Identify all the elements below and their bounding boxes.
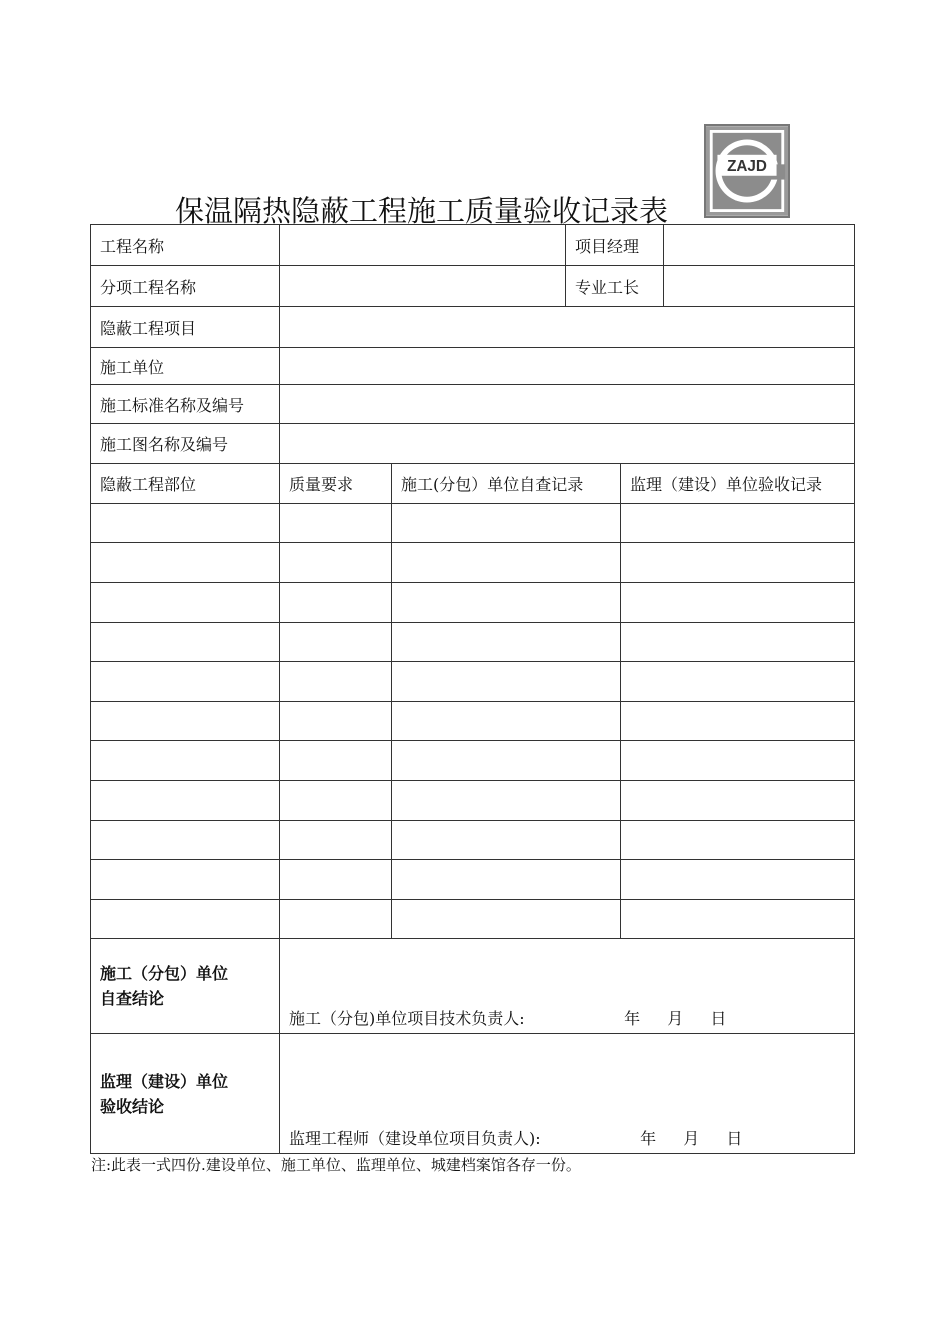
table-row xyxy=(91,702,855,741)
self-check-cell[interactable] xyxy=(392,821,621,860)
part-cell[interactable] xyxy=(91,702,280,741)
zajd-logo-icon xyxy=(706,126,788,216)
column-header-row xyxy=(91,464,855,504)
column-header-quality: 质量要求 xyxy=(280,464,392,504)
quality-cell[interactable] xyxy=(280,662,392,702)
self-check-cell[interactable] xyxy=(392,583,621,623)
drawing-label: 施工图名称及编号 xyxy=(91,424,280,464)
logo-text: ZAJD xyxy=(727,158,767,175)
contractor-date xyxy=(624,1009,748,1028)
part-cell[interactable] xyxy=(91,543,280,583)
hidden-item-field[interactable] xyxy=(280,307,855,348)
quality-cell[interactable] xyxy=(280,583,392,623)
supervisor-conclusion-field[interactable] xyxy=(280,1034,855,1154)
part-cell[interactable] xyxy=(91,821,280,860)
row-standard xyxy=(91,385,855,424)
supervisor-label-line2: 验收结论 xyxy=(100,1096,165,1116)
row-subproject xyxy=(91,266,855,307)
standard-label: 施工标准名称及编号 xyxy=(91,385,280,424)
table-row xyxy=(91,781,855,821)
quality-cell[interactable] xyxy=(280,623,392,662)
column-header-supervision: 监理（建设）单位验收记录 xyxy=(621,464,855,504)
self-check-cell[interactable] xyxy=(392,741,621,781)
table-row xyxy=(91,741,855,781)
foreman-label: 专业工长 xyxy=(566,266,664,307)
month-label: 月 xyxy=(683,1129,700,1148)
quality-cell[interactable] xyxy=(280,741,392,781)
table-row xyxy=(91,543,855,583)
construction-unit-label: 施工单位 xyxy=(91,348,280,385)
footnote: 注:此表一式四份.建设单位、施工单位、监理单位、城建档案馆各存一份。 xyxy=(91,1156,581,1174)
supervision-cell[interactable] xyxy=(621,662,855,702)
contractor-conclusion-field[interactable] xyxy=(280,939,855,1034)
supervision-cell[interactable] xyxy=(621,781,855,821)
year-label: 年 xyxy=(640,1129,657,1148)
row-hidden-item xyxy=(91,307,855,348)
column-header-part: 隐蔽工程部位 xyxy=(91,464,280,504)
supervisor-label-line1: 监理（建设）单位 xyxy=(100,1071,229,1091)
quality-cell[interactable] xyxy=(280,504,392,543)
project-name-label: 工程名称 xyxy=(91,225,280,266)
foreman-field[interactable] xyxy=(664,266,855,307)
part-cell[interactable] xyxy=(91,781,280,821)
company-logo xyxy=(704,124,790,218)
quality-cell[interactable] xyxy=(280,702,392,741)
part-cell[interactable] xyxy=(91,900,280,939)
inspection-form xyxy=(90,224,855,1154)
supervisor-conclusion-row xyxy=(91,1034,855,1154)
contractor-conclusion-label xyxy=(91,939,280,1034)
quality-cell[interactable] xyxy=(280,900,392,939)
table-row xyxy=(91,623,855,662)
quality-cell[interactable] xyxy=(280,781,392,821)
self-check-cell[interactable] xyxy=(392,860,621,900)
self-check-cell[interactable] xyxy=(392,662,621,702)
table-row xyxy=(91,860,855,900)
self-check-cell[interactable] xyxy=(392,900,621,939)
row-project-name xyxy=(91,225,855,266)
hidden-item-label: 隐蔽工程项目 xyxy=(91,307,280,348)
supervision-cell[interactable] xyxy=(621,543,855,583)
supervision-cell[interactable] xyxy=(621,860,855,900)
project-manager-label: 项目经理 xyxy=(566,225,664,266)
supervisor-conclusion-label xyxy=(91,1034,280,1154)
part-cell[interactable] xyxy=(91,583,280,623)
day-label: 日 xyxy=(710,1009,727,1028)
supervision-cell[interactable] xyxy=(621,741,855,781)
row-drawing xyxy=(91,424,855,464)
table-row xyxy=(91,583,855,623)
self-check-cell[interactable] xyxy=(392,623,621,662)
supervisor-date xyxy=(640,1129,764,1148)
quality-cell[interactable] xyxy=(280,860,392,900)
contractor-label-line2: 自查结论 xyxy=(100,989,165,1008)
contractor-signer-label: 施工（分包)单位项目技术负责人: xyxy=(289,1009,525,1028)
part-cell[interactable] xyxy=(91,623,280,662)
subproject-name-label: 分项工程名称 xyxy=(91,266,280,307)
table-row xyxy=(91,900,855,939)
contractor-label-line1: 施工（分包）单位 xyxy=(100,964,229,983)
part-cell[interactable] xyxy=(91,662,280,702)
project-name-field[interactable] xyxy=(280,225,566,266)
supervision-cell[interactable] xyxy=(621,821,855,860)
self-check-cell[interactable] xyxy=(392,543,621,583)
table-row xyxy=(91,662,855,702)
quality-cell[interactable] xyxy=(280,543,392,583)
supervisor-signer-label: 监理工程师（建设单位项目负责人): xyxy=(289,1129,541,1148)
supervision-cell[interactable] xyxy=(621,504,855,543)
row-construction-unit xyxy=(91,348,855,385)
part-cell[interactable] xyxy=(91,741,280,781)
self-check-cell[interactable] xyxy=(392,702,621,741)
construction-unit-field[interactable] xyxy=(280,348,855,385)
month-label: 月 xyxy=(667,1009,684,1028)
supervision-cell[interactable] xyxy=(621,702,855,741)
subproject-name-field[interactable] xyxy=(280,266,566,307)
page-title: 保温隔热隐蔽工程施工质量验收记录表 xyxy=(175,194,669,228)
self-check-cell[interactable] xyxy=(392,504,621,543)
supervision-cell[interactable] xyxy=(621,583,855,623)
supervision-cell[interactable] xyxy=(621,623,855,662)
standard-field[interactable] xyxy=(280,385,855,424)
part-cell[interactable] xyxy=(91,504,280,543)
day-label: 日 xyxy=(726,1129,743,1148)
self-check-cell[interactable] xyxy=(392,781,621,821)
contractor-conclusion-row xyxy=(91,939,855,1034)
drawing-field[interactable] xyxy=(280,424,855,464)
supervision-cell[interactable] xyxy=(621,900,855,939)
table-row xyxy=(91,821,855,860)
project-manager-field[interactable] xyxy=(664,225,855,266)
quality-cell[interactable] xyxy=(280,821,392,860)
column-header-self-check: 施工(分包）单位自查记录 xyxy=(392,464,621,504)
table-row xyxy=(91,504,855,543)
year-label: 年 xyxy=(624,1009,641,1028)
part-cell[interactable] xyxy=(91,860,280,900)
